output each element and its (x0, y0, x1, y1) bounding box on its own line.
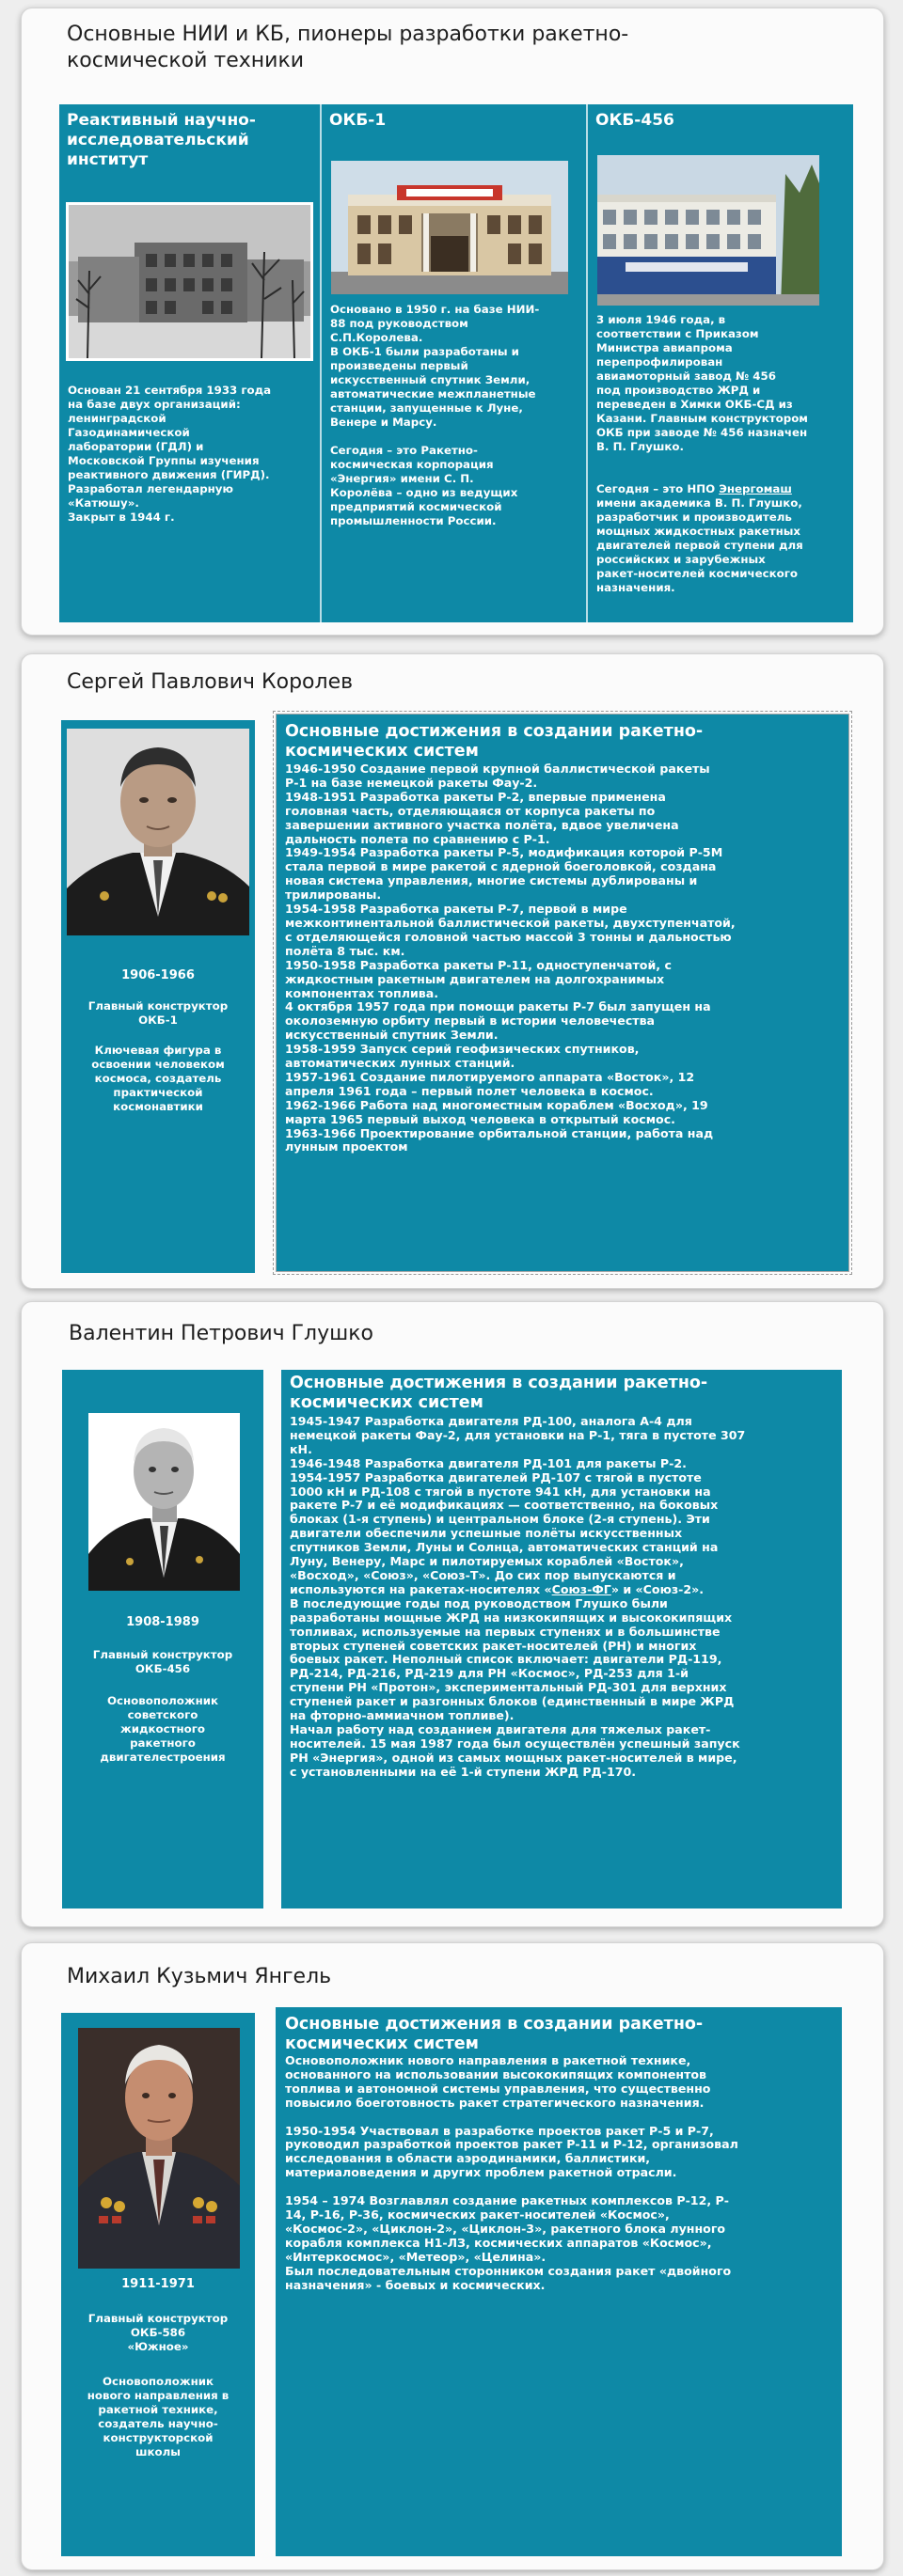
bio-box (61, 2013, 255, 2556)
achievements-text (290, 1415, 839, 1780)
energomash-building-photo-icon (597, 155, 819, 306)
bio-box (61, 720, 255, 1273)
column-text: имени академика В. П. Глушко, разработчик и производитель мощных жидкостных ракетных двигателей первой ступени для российских и зарубежных ракет-носителей космического назначения. (596, 496, 803, 594)
achievements-box (276, 714, 849, 1272)
achievements-title: Основные достижения в создании ракетно- космических систем (290, 1374, 708, 1412)
column-okb1 (322, 104, 586, 622)
energomash-link[interactable]: Энергомаш (719, 482, 792, 495)
soyuz-fg-link[interactable]: Союз-ФГ (551, 1581, 611, 1596)
column-header: Реактивный научно- исследовательский институт (67, 111, 256, 169)
achievements-text: 1946-1950 Создание первой крупной баллистической ракеты Р-1 на базе немецкой ракеты Фау-2. 1948-1951 Разработка ракеты Р-2, впервые применена головная часть, отделяющаяся от корпуса ракеты по завершении активного участка полёта, вдвое увеличена дальность полета по сравнению с Р-1. 1949-1954 Разработка ракеты Р-5, модификация которой Р-5М стала первой в мире ракетой с ядерной боеголовкой, создана новая система управления, многие системы дублированы и трилированы. 1954-1958 Разработка ракеты Р-7, первой в мире межконтинентальной баллистической ракеты, двухступенчатой, с отделяющейся головной частью массой 3 тонны и дальностью полёта 8 тыс. км. 1950-1958 Разработка ракеты Р-11, одноступенчатой, с жидкостным ракетным двигателем на долгохранимых компонентах топлива. 4 октября 1957 года при помощи ракеты Р-7 был запущен на околоземную орбиту первый в истории человечества искусственный спутник Земли. 1958-1959 Запуск серий геофизических спутников, автоматических лунных станций. 1957-1961 Создание пилотируемого аппарата «Восток», 12 апреля 1961 года – первый полет человека в космос. 1962-1966 Работа над многоместным кораблем «Восход», 19 марта 1965 первый выход человека в открытый космос. 1963-1966 Проектирование орбитальной станции, работа над лунным проектом (285, 762, 736, 1154)
description: Основоположник нового направления в ракетной технике, создатель научно- конструкторской школы (87, 2375, 230, 2458)
role: Главный конструктор ОКБ-586 «Южное» (87, 2312, 229, 2353)
slide-korolev (21, 653, 884, 1289)
glushko-portrait-icon (88, 1413, 240, 1591)
institutes-table (59, 104, 853, 622)
column-text: Основано в 1950 г. на базе НИИ- 88 под руководством С.П.Королева. В ОКБ-1 были разработаны и произведены первый искусственный спутник Земли, автоматические межпланетные станции, запущенные к Луне, Венере и Марсу. Сегодня – это Ракетно- космическая корпорация «Энергия» имени С. П. Королёва – одно из ведущих предприятий космической промышленности России. (330, 303, 540, 527)
achievements-text-part2: » и «Союз-2». В последующие годы под руководством Глушко были разработаны мощные ЖРД на низкокипящих и высококипящих топливах, используемые на первых ступенях и в большинстве вторых ступеней советских ракет-носителей (РН) и многих боевых ракет. Неполный список включает: двигатели РД-119, РД-214, РД-216, РД-219 для РН «Космос», РД-253 для 1-й ступени РН «Протон», экспериментальный РД-301 для верхних ступеней ракет и разгонных блоков (единственный в мире ЖРД на фторно-аммиачном топливе). Начал работу над созданием двигателя для тяжелых ракет- носителей. 15 мая 1987 года был осуществлён успешный запуск РН «Энергия», одной из самых мощных ракет-носителей в мире, с установленными на её 1-й ступени ЖРД РД-170. (290, 1581, 740, 1779)
column-header: ОКБ-456 (595, 111, 674, 130)
achievements-box (281, 1370, 842, 1908)
column-text-today (596, 482, 848, 496)
achievements-box (276, 2007, 842, 2556)
achievements-title: Основные достижения в создании ракетно- космических систем (285, 2015, 704, 2053)
achievements-text: Основоположник нового направления в ракетной технике, основанного на использовании высококипящих компонентов топлива и автономной системы управления, что существенно повысило боеготовность ракет стратегического назначения. 1950-1954 Участвовал в разработке проектов ракет Р-5 и Р-7, руководил разработкой проектов ракет Р-11 и Р-12, организовал исследования в области аэродинамики, баллистики, материаловедения и других проблем ракетной отрасли. 1954 – 1974 Возглавлял создание ракетных комплексов Р-12, Р- 14, Р-16, Р-36, космических ракет-носителей «Космос», «Космос-2», «Циклон-2», «Циклон-3», ракетного блока лунного корабля комплекса Н1-ЛЗ, космических аппаратов «Космос», «Интеркосмос», «Метеор», «Целина». Был последовательным сторонником создания ракет «двойного назначения» - боевых и космических. (285, 2053, 738, 2292)
column-text: 3 июля 1946 года, в соответствии с Приказом Министра авиапрома перепрофилирован авиамоторный завод № 456 под производство ЖРД и переведен в Химки ОКБ-СД из Казани. Главным конструктором ОКБ при заводе № 456 назначен В. П. Глушко. (596, 313, 808, 453)
bio-box (62, 1370, 263, 1908)
life-years: 1911-1971 (121, 2277, 195, 2291)
slide-title: Сергей Павлович Королев (67, 670, 354, 694)
life-years: 1906-1966 (121, 968, 195, 982)
description: Основоположник советского жидкостного ракетного двигателестроения (100, 1694, 226, 1764)
yangel-portrait-icon (78, 2028, 240, 2269)
slide-title: Валентин Петрович Глушко (69, 1322, 373, 1345)
achievements-title: Основные достижения в создании ракетно- космических систем (285, 722, 704, 761)
role: Главный конструктор ОКБ-456 (92, 1648, 233, 1675)
role: Главный конструктор ОКБ-1 (87, 999, 229, 1027)
slide-glushko (21, 1301, 884, 1927)
slide-yangel (21, 1942, 884, 2570)
column-text: Основан 21 сентября 1933 года на базе двух организаций: ленинградской Газодинамической лаборатории (ГДЛ) и Московской Группы изучения реактивного движения (ГИРД). Разработал легендарную «Катюшу». Закрыт в 1944 г. (68, 384, 272, 524)
column-okb456 (588, 104, 853, 622)
slide-title: Основные НИИ и КБ, пионеры разработки ракетно- космической техники (67, 23, 629, 72)
slide-title: Михаил Кузьмич Янгель (67, 1965, 332, 1988)
life-years: 1908-1989 (126, 1615, 199, 1629)
column-rnii (59, 104, 320, 622)
slide-research-institutes (21, 8, 884, 636)
building-bw-photo-icon (66, 202, 313, 361)
description: Ключевая фигура в освоении человеком космоса, создатель практической космонавтики (91, 1044, 225, 1113)
column-header: ОКБ-1 (329, 111, 387, 130)
achievements-text-part1: 1945-1947 Разработка двигателя РД-100, аналога А-4 для немецкой ракеты Фау-2, для установки на Р-1, тяга в пустоте 307 кН. 1946-1948 Разработка двигателя РД-101 для ракеты Р-2. 1954-1957 Разработка двигателей РД-107 с тягой в пустоте 1000 кН и РД-108 с тягой в пустоте 941 кН, для установки на ракете Р-7 и её модификациях — соответственно, на боковых блоках (1-я ступень) и центральном блоке (2-я ступень). Эти двигатели обеспечили успешные полёты искусственных спутников Земли, Луны и Солнца, автоматических станций на Луну, Венеру, Марс и пилотируемых кораблей «Восток», «Восход», «Союз», «Союз-Т». До сих пор выпускаются и используются на ракетах-носителях « (290, 1414, 746, 1596)
korolev-portrait-icon (67, 729, 249, 935)
today-prefix: Сегодня – это НПО (596, 482, 720, 495)
energia-building-photo-icon (331, 161, 568, 294)
